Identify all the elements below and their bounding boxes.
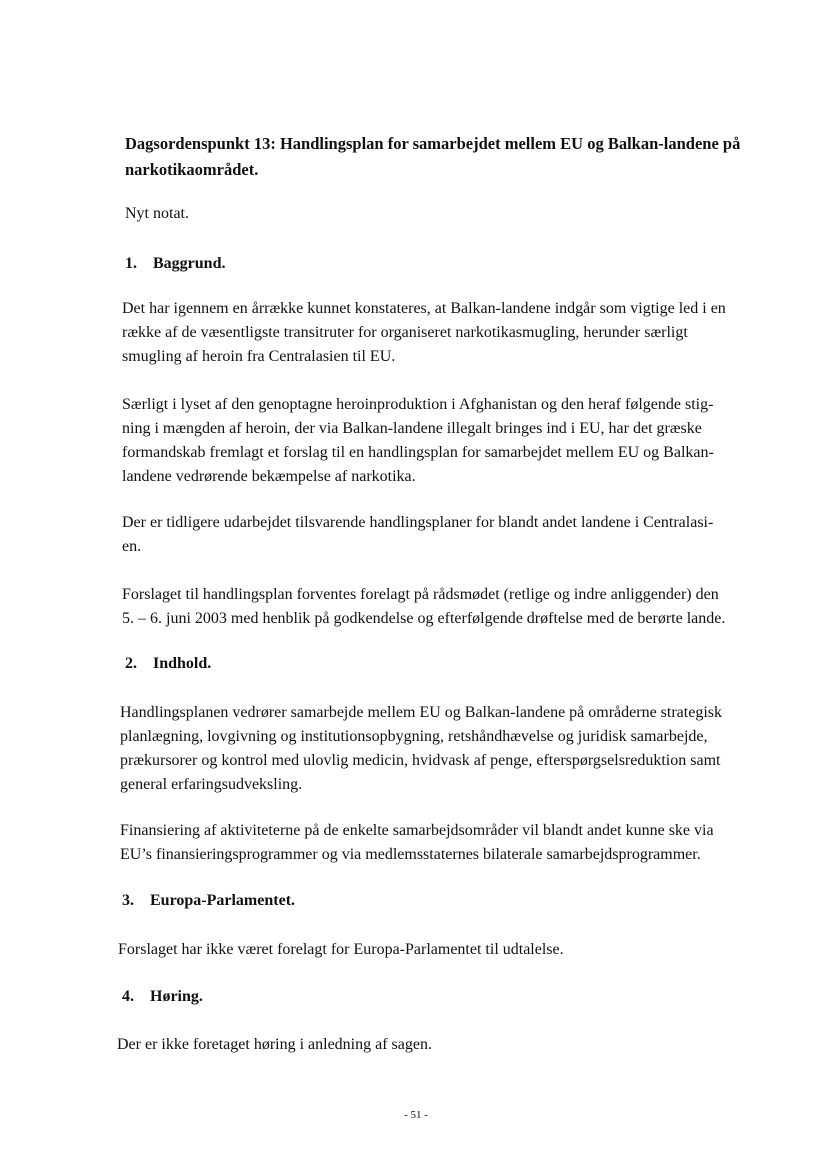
text-line: en. (122, 538, 142, 555)
text-line: prækursorer og kontrol med ulovlig medicin, hvidvask af penge, efterspørgselsreduktion samt (120, 752, 721, 769)
text-line: Det har igennem en årrække kunnet konstateres, at Balkan-landene indgår som vigtige led i en (122, 300, 726, 317)
paragraph (120, 701, 760, 797)
section-number: 3. (122, 892, 134, 909)
section-title: Høring. (150, 988, 203, 1005)
text-line: Der er ikke foretaget høring i anledning af sagen. (117, 1036, 432, 1053)
text-line: smugling af heroin fra Centralasien til EU. (122, 348, 396, 365)
text-line: landene vedrørende bekæmpelse af narkotika. (122, 468, 416, 485)
paragraph (122, 511, 762, 559)
section-title: Baggrund. (153, 255, 226, 272)
section-heading-baggrund (125, 252, 765, 276)
text-line: Der er tidligere udarbejdet tilsvarende handlingsplaner for blandt andet landene i Centralasi- (122, 514, 714, 531)
text-line: Handlingsplanen vedrører samarbejde mellem EU og Balkan-landene på områderne strategisk (120, 704, 722, 721)
page-number: - 51 - (404, 1109, 428, 1121)
text-line: 5. – 6. juni 2003 med henblik på godkendelse og efterfølgende drøftelse med de berørte lande. (122, 610, 726, 627)
section-title: Europa-Parlamentet. (150, 892, 296, 909)
text-line: general erfaringsudveksling. (120, 776, 303, 793)
paragraph (118, 938, 758, 962)
section-number: 4. (122, 988, 134, 1005)
paragraph (122, 297, 762, 369)
document-title (125, 131, 765, 183)
title-line: narkotikaområdet. (125, 160, 259, 179)
text-line: Forslaget har ikke været forelagt for Europa-Parlamentet til udtalelse. (118, 941, 564, 958)
section-heading-europa-parlamentet (122, 889, 762, 913)
text-line: formandskab fremlagt et forslag til en handlingsplan for samarbejdet mellem EU og Balkan- (122, 444, 714, 461)
section-number: 1. (125, 255, 137, 272)
paragraph (117, 1033, 757, 1057)
text-line: EU’s finansieringsprogrammer og via medlemsstaternes bilaterale samarbejdsprogrammer. (120, 846, 701, 863)
section-number: 2. (125, 655, 137, 672)
text-line: Finansiering af aktiviteterne på de enkelte samarbejdsområder vil blandt andet kunne ske via (120, 822, 714, 839)
text-line: ning i mængden af heroin, der via Balkan-landene illegalt bringes ind i EU, har det græske (122, 420, 702, 437)
paragraph (122, 393, 762, 489)
title-line: Dagsordenspunkt 13: Handlingsplan for samarbejdet mellem EU og Balkan-landene på (125, 134, 741, 153)
document-subtitle: Nyt notat. (125, 205, 189, 222)
text-line: planlægning, lovgivning og institutionsopbygning, retshåndhævelse og juridisk samarbejde, (120, 728, 708, 745)
section-title: Indhold. (153, 655, 212, 672)
text-line: Forslaget til handlingsplan forventes forelagt på rådsmødet (retlige og indre anliggender) den (122, 586, 719, 603)
text-line: Særligt i lyset af den genoptagne heroinproduktion i Afghanistan og den heraf følgende stig- (122, 396, 714, 413)
paragraph (120, 819, 760, 867)
section-heading-indhold (125, 652, 765, 676)
section-heading-horing (122, 985, 762, 1009)
paragraph (122, 583, 762, 631)
text-line: række af de væsentligste transitruter for organiseret narkotikasmugling, herunder særligt (122, 324, 688, 341)
